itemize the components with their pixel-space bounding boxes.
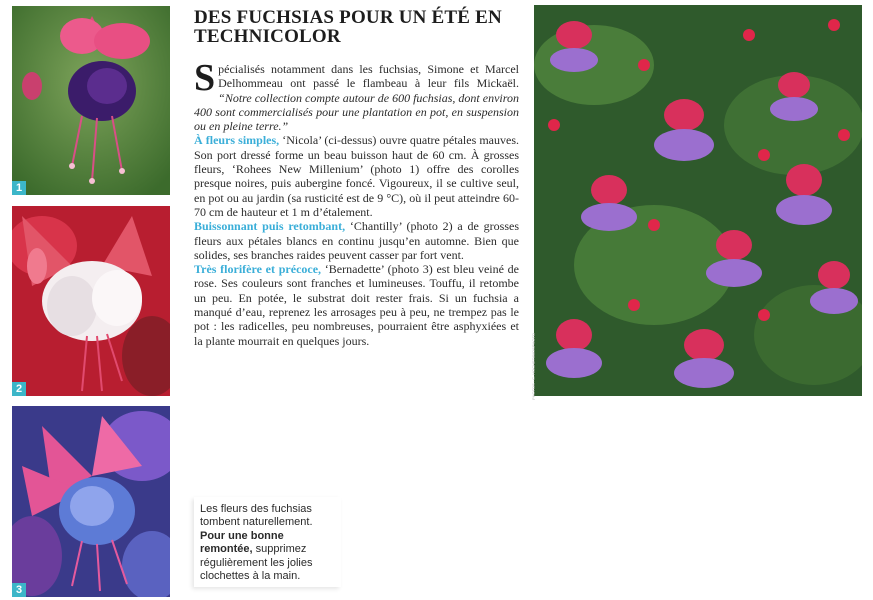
paragraph-chantilly	[194, 219, 519, 262]
photo-badge: 3	[12, 583, 26, 597]
photo-fuchsia-rohees	[12, 6, 170, 195]
photo-credit: PHOTOS : C. HOCHET/BIOSPHOTO	[531, 333, 536, 400]
paragraph-lead: Buissonnant puis retombant,	[194, 219, 346, 234]
photo-badge: 1	[12, 181, 26, 195]
paragraph-text: ‘Chantilly’ (photo 2) a de grosses fleurs aux pétales blancs en continu jusqu’en automne. Bien que solides, ses branches raides peuvent casser par fort vent.	[194, 219, 520, 262]
paragraph-lead: À fleurs simples,	[194, 133, 280, 148]
paragraph-lead: Très florifère et précoce,	[194, 262, 322, 277]
tip-box	[194, 497, 341, 587]
intro-paragraph	[194, 57, 519, 134]
photo-fuchsia-nicola	[534, 5, 862, 396]
paragraph-text: ‘Bernadette’ (photo 3) est bleu veiné de rose. Ses couleurs sont franches et lumineuses. Touffu, il retombe un peu. En potée, le substrat doit rester frais. Si un fuchsia a manqué d’eau, reprenez les arrosages peu à peu, ne trempez pas le pot : les radicelles, peu nombreuses, pourraient être asphyxiées et la plante mourrait en quelques jours.	[194, 262, 520, 348]
article-body	[194, 57, 520, 348]
paragraph-nicola	[194, 133, 519, 219]
photo-fuchsia-bernadette	[12, 406, 170, 597]
tip-bold: Pour une bonne remontée,	[200, 529, 284, 556]
intro-text: pécialisés notamment dans les fuchsias, Simone et Marcel Delhommeau ont passé le flambeau à leur fils Mickaël.	[218, 62, 519, 91]
photo-badge: 2	[12, 382, 26, 396]
paragraph-text: ‘Nicola’ (ci-dessus) ouvre quatre pétales mauves. Son port dressé forme un beau buisson haut de 60 cm. À grosses fleurs, ‘Rohees New Millenium’ (photo 1) offre des corolles presque noires, puis aubergine foncé. Vigoureux, il se cultive seul, en pot ou au jardin (sa rusticité est de 9 °C), où il peut atteindre 60-70 cm de hauteur et 1 m d’étalement.	[194, 133, 519, 219]
paragraph-bernadette	[194, 262, 519, 348]
dropcap: S	[194, 57, 216, 99]
tip-text-end: supprimez régulièrement les jolies clochettes à la main.	[200, 543, 313, 583]
article-title: DES FUCHSIAS POUR UN ÉTÉ EN TECHNICOLOR	[194, 7, 502, 47]
photo-fuchsia-chantilly	[12, 206, 170, 396]
intro-quote: “Notre collection compte autour de 600 fuchsias, dont environ 400 sont commercialisés pour une plantation en pot, en suspension ou en pleine terre.”	[194, 90, 519, 134]
tip-text: Les fleurs des fuchsias tombent naturellement.	[200, 503, 313, 529]
